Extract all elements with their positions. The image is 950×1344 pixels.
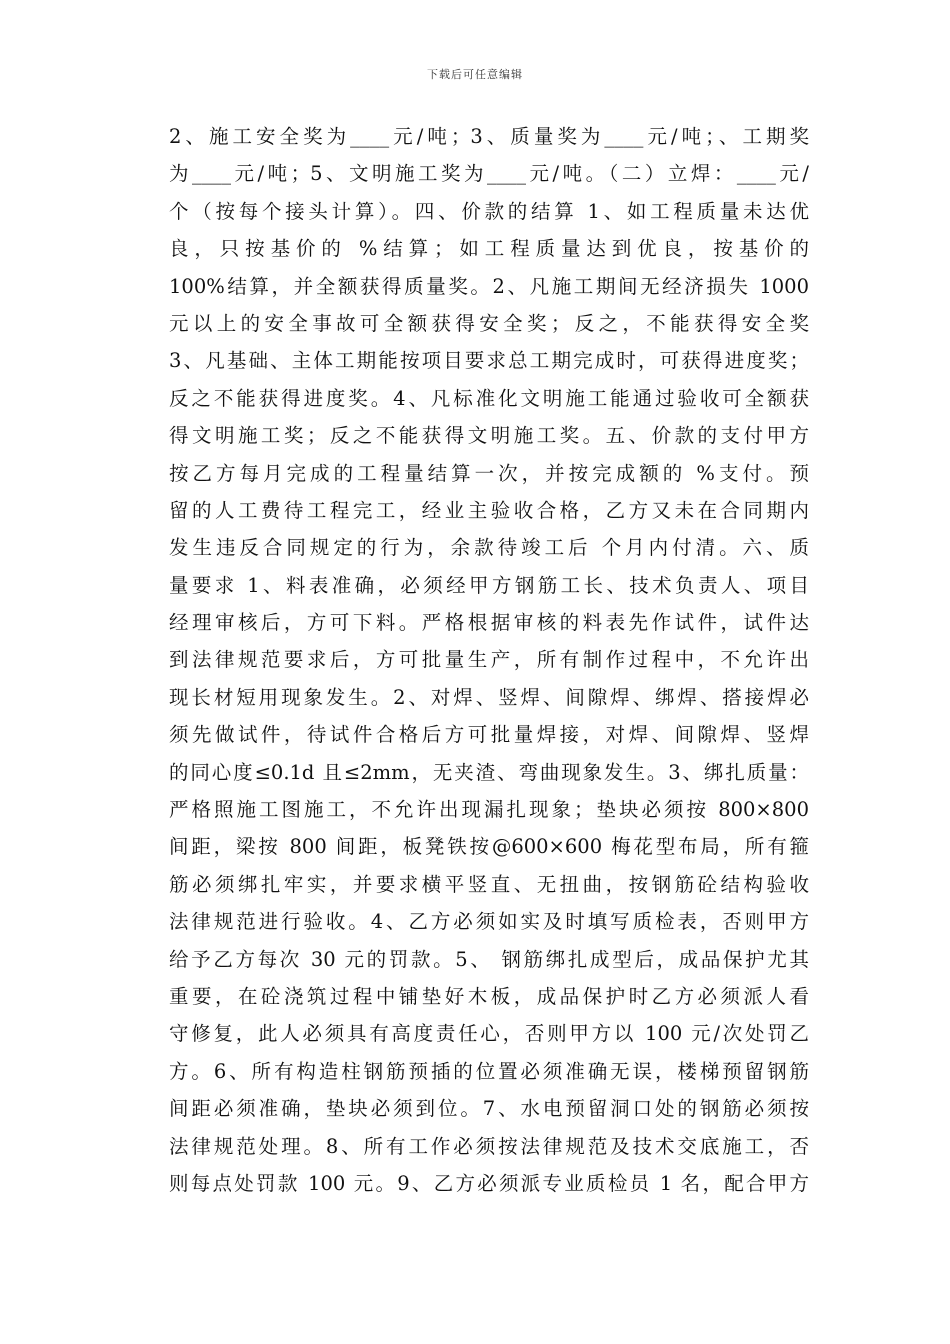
text-line: 则每点处罚款 100 元。9、乙方必须派专业质检员 1 名，配合甲方 <box>169 1171 809 1195</box>
text-line: 100%结算，并全额获得质量奖。2、凡施工期间无经济损失 1000 <box>169 274 809 298</box>
text-line: 的同心度≤0.1d 且≤2mm，无夹渣、弯曲现象发生。3、绑扎质量： <box>169 760 809 784</box>
text-line: 2、施工安全奖为____元/吨；3、质量奖为____元/吨；、工期奖 <box>169 125 809 148</box>
text-line: 为____元/吨；5、文明施工奖为____元/吨。（二）立焊：____元/ <box>169 162 809 186</box>
text-line: 得文明施工奖；反之不能获得文明施工奖。五、价款的支付甲方 <box>169 424 809 448</box>
text-line: 反之不能获得进度奖。4、凡标准化文明施工能通过验收可全额获 <box>169 386 809 410</box>
text-line: 方。6、所有构造柱钢筋预插的位置必须准确无误，楼梯预留钢筋 <box>169 1059 809 1083</box>
text-line: 给予乙方每次 30 元的罚款。5、 钢筋绑扎成型后，成品保护尤其 <box>169 947 809 971</box>
text-line: 按乙方每月完成的工程量结算一次，并按完成额的 %支付。预 <box>169 461 809 485</box>
document-body <box>169 118 809 1202</box>
text-line: 个（按每个接头计算）。四、价款的结算 1、如工程质量未达优 <box>169 199 809 223</box>
text-line: 法律规范处理。8、所有工作必须按法律规范及技术交底施工，否 <box>169 1134 809 1158</box>
text-line: 严格照施工图施工，不允许出现漏扎现象；垫块必须按 800×800 <box>169 798 809 822</box>
text-line: 3、凡基础、主体工期能按项目要求总工期完成时，可获得进度奖； <box>169 349 809 373</box>
text-line: 间距必须准确，垫块必须到位。7、水电预留洞口处的钢筋必须按 <box>169 1097 809 1121</box>
text-line: 重要，在砼浇筑过程中铺垫好木板，成品保护时乙方必须派人看 <box>169 984 809 1008</box>
text-line: 法律规范进行验收。4、乙方必须如实及时填写质检表，否则甲方 <box>169 910 809 934</box>
text-line: 留的人工费待工程完工，经业主验收合格，乙方又未在合同期内 <box>169 498 809 522</box>
text-line: 良，只按基价的 %结算；如工程质量达到优良，按基价的 <box>169 237 809 261</box>
text-line: 现长材短用现象发生。2、对焊、竖焊、间隙焊、绑焊、搭接焊必 <box>169 685 809 709</box>
text-line: 元以上的安全事故可全额获得安全奖；反之，不能获得安全奖 <box>169 311 809 335</box>
text-line: 守修复，此人必须具有高度责任心，否则甲方以 100 元/次处罚乙 <box>169 1022 809 1046</box>
text-line: 经理审核后，方可下料。严格根据审核的料表先作试件，试件达 <box>169 611 809 635</box>
text-line: 须先做试件，待试件合格后方可批量焊接，对焊、间隙焊、竖焊 <box>169 723 809 747</box>
text-line: 发生违反合同规定的行为，余款待竣工后 个月内付清。六、质 <box>169 536 809 560</box>
text-line: 筋必须绑扎牢实，并要求横平竖直、无扭曲，按钢筋砼结构验收 <box>169 872 809 896</box>
page-header: 下载后可任意编辑 <box>427 68 523 81</box>
text-line: 间距，梁按 800 间距，板凳铁按@600×600 梅花型布局，所有箍 <box>169 835 809 859</box>
text-line: 量要求 1、料表准确，必须经甲方钢筋工长、技术负责人、项目 <box>169 573 809 597</box>
text-line: 到法律规范要求后，方可批量生产，所有制作过程中，不允许出 <box>169 648 809 672</box>
